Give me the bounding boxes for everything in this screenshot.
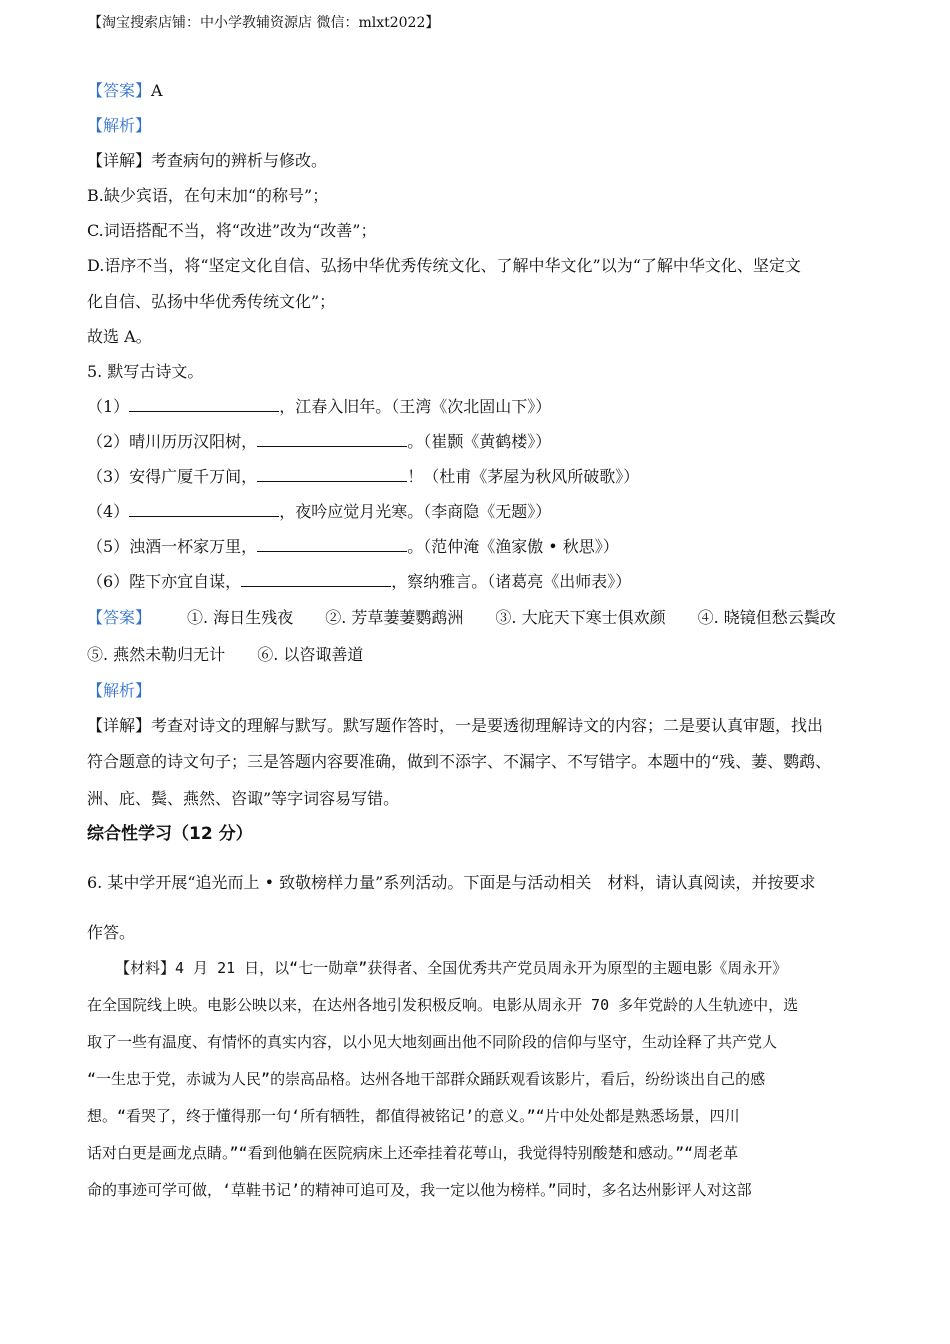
- q4-detail: 【详解】考查病句的辨析与修改。: [87, 151, 328, 170]
- q5-detail-line2: 符合题意的诗文句子；三是答题内容要准确，做到不添字、不漏字、不写错字。本题中的“残、萋、鹦鹉、: [87, 752, 832, 771]
- answer-5: ⑤. 燕然未勒归无计: [87, 645, 226, 664]
- q5-item-2: [87, 431, 870, 453]
- answer-3: ③. 大庇天下寒士俱欢颜: [495, 608, 666, 627]
- item-prefix: （5）浊酒一杯家万里，: [87, 537, 258, 556]
- item-text: 。（范仲淹《渔家傲 • 秋思》）: [407, 537, 619, 556]
- page-header: 【淘宝搜索店铺：中小学教辅资源店 微信：mlxt2022】: [88, 15, 440, 31]
- material-line-1: 【材料】4 月 21 日，以“七一勋章”获得者、全国优秀共产党员周永开为原型的主题电影《周永开》: [115, 959, 788, 977]
- q5-answers-line2: [87, 644, 870, 666]
- q4-answer: [87, 80, 870, 102]
- q4-option-c: C.词语搭配不当，将“改进”改为“改善”；: [87, 221, 377, 240]
- answer-6: ⑥. 以咨诹善道: [257, 645, 364, 664]
- q5-item-5: [87, 536, 870, 558]
- material-line-3: 取了一些有温度、有情怀的真实内容，以小见大地刻画出他不同阶段的信仰与坚守，生动诠释了共产党人: [87, 1033, 778, 1051]
- material-line-2: 在全国院线上映。电影公映以来，在达州各地引发积极反响。电影从周永开 70 多年党龄的人生轨迹中，选: [87, 996, 799, 1014]
- q5-item-4: [87, 501, 870, 523]
- material-line-7: 命的事迹可学可做，‘草鞋书记’的精神可追可及，我一定以他为榜样。”同时，多名达州影评人对这部: [87, 1181, 752, 1199]
- q6-intro-line2: 作答。: [87, 923, 136, 942]
- item-prefix: （3）安得广厦千万间，: [87, 467, 258, 486]
- material-line-4: “一生忠于党，赤诚为人民”的崇高品格。达州各地干部群众踊跃观看该影片，看后，纷纷谈出自己的感: [87, 1070, 766, 1088]
- item-text: ！（杜甫《茅屋为秋风所破歌》）: [407, 467, 640, 486]
- answer-blank[interactable]: [257, 432, 407, 447]
- answer-blank[interactable]: [241, 572, 391, 587]
- q5-item-1: [87, 396, 870, 418]
- q5-item-3: [87, 466, 870, 488]
- q5-item-6: [87, 571, 870, 593]
- q4-option-b: B.缺少宾语，在句末加“的称号”；: [87, 186, 329, 205]
- answer-2: ②. 芳草萋萋鹦鹉洲: [325, 608, 464, 627]
- item-text: 。（崔颢《黄鹤楼》）: [407, 432, 552, 451]
- material-line-6: 话对白更是画龙点睛。”“看到他躺在医院病床上还牵挂着花萼山，我觉得特别酸楚和感动。”“周老革: [87, 1144, 739, 1162]
- answer-1: ①. 海日生残夜: [187, 608, 294, 627]
- answer-blank[interactable]: [129, 397, 279, 412]
- item-text: ，夜吟应觉月光寒。（李商隐《无题》）: [279, 502, 552, 521]
- q4-analysis-tag: 【解析】: [87, 116, 152, 135]
- answer-blank[interactable]: [129, 502, 279, 517]
- item-prefix: （6）陛下亦宜自谋，: [87, 572, 242, 591]
- answer-blank[interactable]: [257, 537, 407, 552]
- q4-conclusion: 故选 A。: [87, 327, 152, 346]
- answer-tag: 【答案】: [87, 608, 152, 627]
- answer-4: ④. 晓镜但愁云鬓改: [697, 608, 836, 627]
- item-prefix: （4）: [87, 502, 130, 521]
- q5-detail-line1: 【详解】考查对诗文的理解与默写。默写题作答时，一是要透彻理解诗文的内容；二是要认真审题，找出: [87, 716, 824, 735]
- q5-answers-line1: [87, 607, 870, 629]
- item-text: ，察纳雅言。（诸葛亮《出师表》）: [391, 572, 632, 591]
- item-prefix: （1）: [87, 397, 130, 416]
- q5-title: 5. 默写古诗文。: [87, 362, 204, 381]
- q4-option-d-line2: 化自信、弘扬中华优秀传统文化”；: [87, 292, 336, 311]
- answer-tag: 【答案】: [87, 81, 152, 100]
- answer-value: A: [151, 81, 163, 100]
- item-prefix: （2）晴川历历汉阳树，: [87, 432, 258, 451]
- section-title: 综合性学习（12 分）: [87, 824, 253, 844]
- item-text: ，江春入旧年。（王湾《次北固山下》）: [279, 397, 552, 416]
- q5-detail-line3: 洲、庇、鬓、燕然、咨诹”等字词容易写错。: [87, 789, 400, 808]
- answer-blank[interactable]: [257, 467, 407, 482]
- q5-analysis-tag: 【解析】: [87, 681, 152, 700]
- material-line-5: 想。“看哭了，终于懂得那一句‘所有牺牲，都值得被铭记’的意义。”“片中处处都是熟悉场景，四川: [87, 1107, 740, 1125]
- q6-intro-line1: 6. 某中学开展“追光而上 • 致敬榜样力量”系列活动。下面是与活动相关 材料，请认真阅读，并按要求: [87, 873, 816, 892]
- q4-option-d-line1: D.语序不当，将“坚定文化自信、弘扬中华优秀传统文化、了解中华文化”以为“了解中华文化、坚定文: [87, 256, 801, 275]
